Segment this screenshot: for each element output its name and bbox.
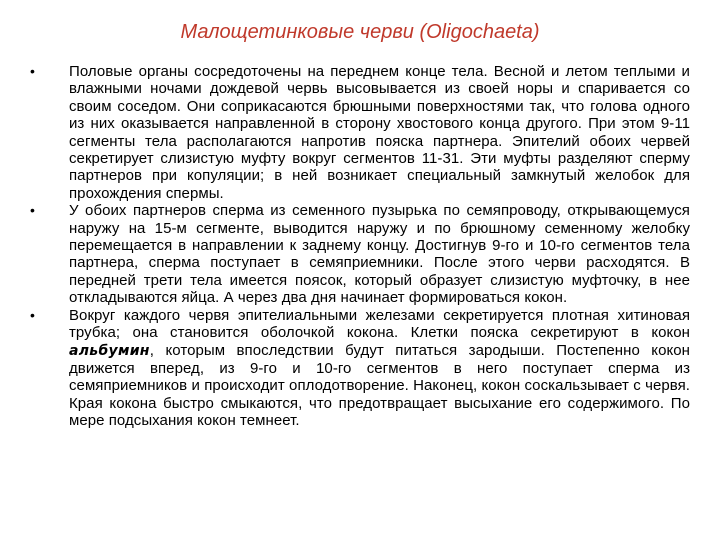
bullet-marker: • [30, 63, 35, 79]
bullet-text-3-before: Вокруг каждого червя эпителиальными железами секретируется плотная хитиновая трубка; она становится оболочкой кокона. Клетки пояска секретируют в кокон [69, 306, 690, 342]
slide-title: Малощетинковые черви (Oligochaeta) [180, 21, 540, 43]
bullet-text-1: Половые органы сосредоточены на переднем конце тела. Весной и летом теплыми и влажными ночами дождевой червь высовывается из своей норы и спаривается со своим соседом. Они соприкасаются брюшными поверхностями так, что голова одного из них оказывается направленной в сторону хвостового конца другого. При этом 9-11 сегменты тела располагаются напротив пояска партнера. Эпителий обоих червей секретирует слизистую муфту вокруг сегментов 11-31. Эти муфты разделяют сперму партнеров при копуляции; в ней возникает специальный замкнутый желобок для прохождения спермы. [69, 63, 690, 202]
bullet-marker: • [30, 306, 35, 323]
bullet-item-2 [30, 202, 690, 306]
emphasis-term-albumin: альбумин [69, 342, 150, 359]
bullet-marker: • [30, 202, 35, 219]
bullet-text-3-after: , которым впоследствии будут питаться зародыши. Постепенно кокон движется вперед, из 9-го и 10-го сегментов в него поступает сперма из семяприемников и происходит оплодотворение. Наконец, кокон соскальзывает с червя. Края кокона быстро смыкаются, что предотвращает высыхание его содержимого. По мере подсыхания кокон темнеет. [69, 341, 690, 430]
bullet-list [30, 63, 690, 430]
bullet-item-3 [30, 307, 690, 430]
bullet-text-2: У обоих партнеров сперма из семенного пузырька по семяпроводу, открывающемуся наружу на 15-м сегменте, выводится наружу и по брюшному семенному желобку перемещается в направлении к заднему концу. Достигнув 9-го и 10-го сегментов тела партнера, сперма поступает в семяприемники. После этого черви расходятся. В передней трети тела имеется поясок, который образует слизистую муфточку, в нее откладываются яйца. А через два дня начинает формироваться кокон. [69, 202, 690, 307]
bullet-item-1 [30, 63, 690, 202]
